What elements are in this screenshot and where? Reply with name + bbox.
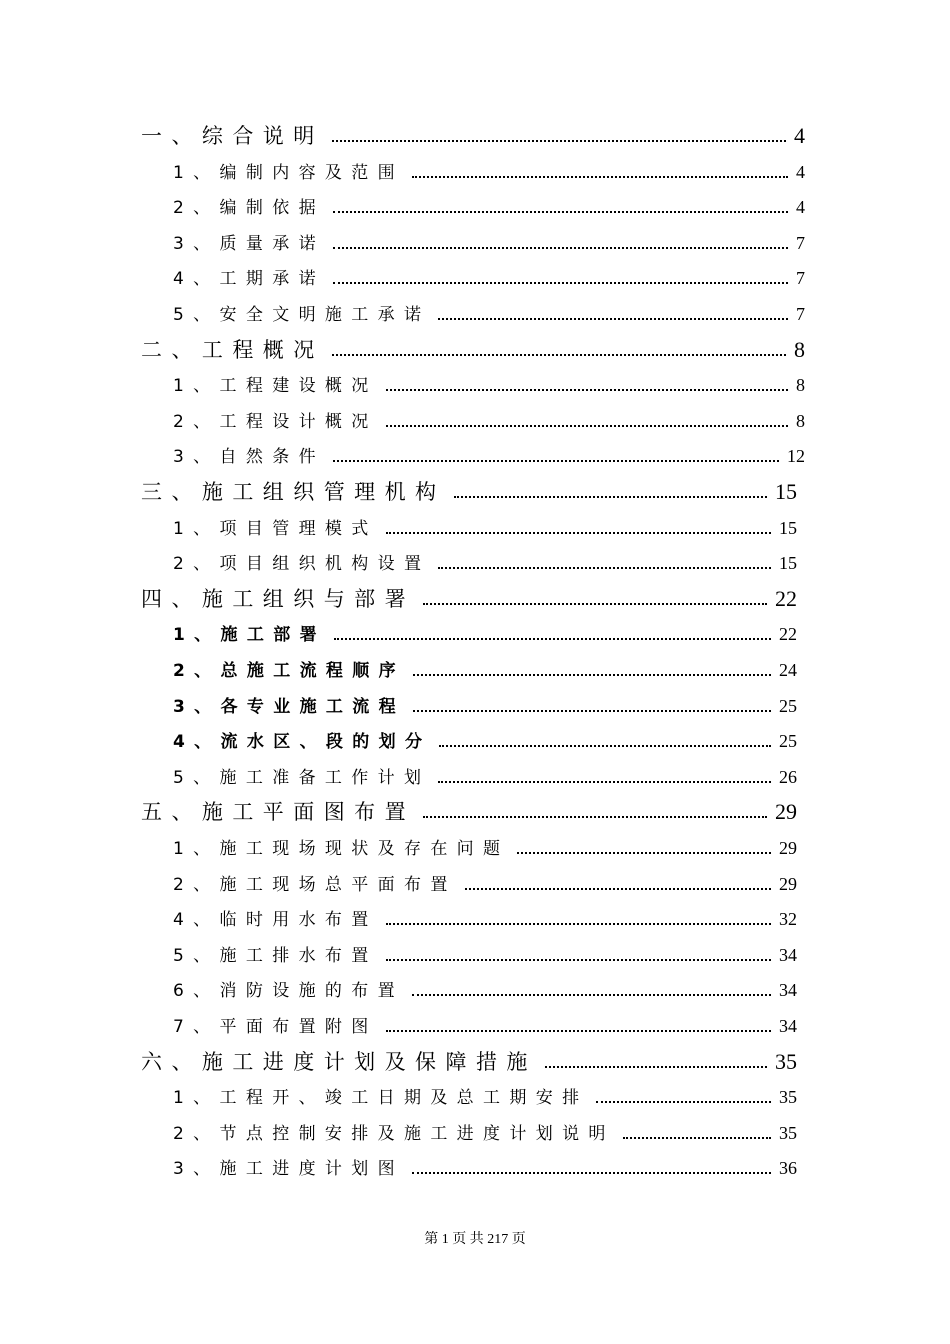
toc-section-row — [173, 1150, 797, 1186]
toc-dot-leader — [333, 459, 779, 462]
toc-dot-leader — [333, 246, 788, 249]
toc-chapter-row — [141, 581, 797, 617]
toc-section-row — [173, 972, 797, 1008]
toc-section-row — [173, 830, 797, 866]
toc-section-row — [173, 652, 797, 688]
toc-section-row — [173, 403, 805, 439]
toc-dot-leader — [465, 887, 771, 890]
toc-section-row — [173, 901, 797, 937]
toc-dot-leader — [545, 1065, 767, 1068]
toc-dot-leader — [332, 139, 786, 142]
toc-chapter-row — [141, 474, 797, 510]
toc-entry-label: 1、项目管理模式 — [173, 518, 378, 539]
toc-dot-leader — [386, 388, 788, 391]
toc-dot-leader — [413, 709, 771, 712]
toc-entry-label: 6、消防设施的布置 — [173, 981, 404, 1002]
toc-entry-label: 1、编制内容及范围 — [173, 162, 404, 183]
toc-entry-label: 7、平面布置附图 — [173, 1017, 378, 1037]
toc-entry-label: 1、工程建设概况 — [173, 376, 378, 397]
toc-dot-leader — [454, 495, 768, 498]
page-footer: 第 1 页 共 217 页 — [424, 1232, 526, 1247]
toc-page-number: 4 — [796, 161, 805, 182]
toc-entry-label: 三、施工组织管理机构 — [141, 480, 446, 504]
toc-dot-leader — [517, 851, 771, 854]
toc-page-number: 4 — [794, 123, 805, 148]
toc-section-row — [173, 1079, 797, 1115]
toc-page-number: 36 — [779, 1158, 797, 1179]
toc-page-number: 7 — [796, 232, 805, 253]
toc-page-number: 25 — [779, 731, 797, 752]
toc-entry-label: 六、施工进度计划及保障措施 — [141, 1049, 537, 1074]
toc-dot-leader — [439, 744, 771, 747]
toc-entry-label: 1、施工部署 — [173, 625, 326, 646]
toc-page-number: 8 — [794, 336, 805, 362]
toc-section-row — [173, 545, 797, 581]
toc-dot-leader — [412, 993, 771, 996]
toc-entry-label: 3、自然条件 — [173, 447, 325, 468]
toc-entry-label: 2、编制依据 — [173, 198, 325, 219]
toc-dot-leader — [386, 958, 771, 961]
toc-entry-label: 4、临时用水布置 — [173, 910, 378, 931]
toc-page-number: 4 — [796, 197, 805, 218]
toc-entry-label: 3、施工进度计划图 — [173, 1159, 404, 1180]
toc-dot-leader — [386, 424, 788, 427]
toc-dot-leader — [438, 317, 788, 320]
toc-page-number: 29 — [779, 838, 797, 858]
toc-section-row — [173, 154, 805, 190]
toc-dot-leader — [386, 1029, 771, 1032]
toc-section-row — [173, 723, 797, 759]
toc-entry-label: 二、工程概况 — [141, 337, 324, 362]
toc-chapter-row — [141, 118, 805, 154]
toc-dot-leader — [423, 815, 767, 818]
toc-page-number: 34 — [779, 980, 797, 1001]
toc-section-row — [173, 260, 805, 296]
toc-chapter-row — [141, 1044, 797, 1080]
toc-section-row — [173, 438, 805, 474]
toc-page-number: 29 — [779, 873, 797, 894]
toc-entry-label: 5、施工准备工作计划 — [173, 767, 431, 788]
toc-dot-leader — [333, 281, 788, 284]
toc-entry-label: 1、工程开、竣工日期及总工期安排 — [173, 1088, 589, 1109]
toc-dot-leader — [423, 602, 767, 605]
toc-section-row — [173, 225, 805, 261]
toc-entry-label: 2、节点控制安排及施工进度计划说明 — [173, 1123, 615, 1144]
toc-section-row — [173, 937, 797, 973]
toc-page-number: 22 — [779, 624, 797, 645]
toc-page-number: 12 — [787, 446, 805, 467]
toc-dot-leader — [386, 922, 771, 925]
toc-page-number: 34 — [779, 1016, 797, 1036]
toc-dot-leader — [412, 175, 788, 178]
toc-dot-leader — [438, 566, 771, 569]
toc-section-row — [173, 296, 805, 332]
toc-page-number: 34 — [779, 944, 797, 965]
toc-page-number: 7 — [796, 268, 805, 289]
toc-entry-label: 2、工程设计概况 — [173, 411, 378, 432]
toc-dot-leader — [438, 780, 771, 783]
toc-page-number: 15 — [775, 479, 797, 504]
toc-page-number: 15 — [779, 553, 797, 574]
toc-page-number: 15 — [779, 517, 797, 538]
toc-entry-label: 3、质量承诺 — [173, 233, 325, 254]
toc-dot-leader — [623, 1136, 771, 1139]
toc-entry-label: 3、各专业施工流程 — [173, 696, 405, 717]
toc-entry-label: 一、综合说明 — [141, 124, 324, 148]
toc-entry-label: 5、施工排水布置 — [173, 945, 378, 966]
toc-dot-leader — [412, 1171, 771, 1174]
toc-entry-label: 1、施工现场现状及存在问题 — [173, 839, 510, 859]
toc-page-number: 24 — [779, 660, 797, 680]
toc-chapter-row — [141, 794, 797, 830]
toc-dot-leader — [386, 531, 771, 534]
toc-page-number: 26 — [779, 766, 797, 787]
toc-page-number: 35 — [779, 1087, 797, 1108]
toc-entry-label: 四、施工组织与部署 — [141, 586, 416, 611]
toc-page-number: 35 — [779, 1122, 797, 1143]
toc-entry-label: 2、总施工流程顺序 — [173, 661, 405, 681]
toc-chapter-row — [141, 332, 805, 368]
toc-dot-leader — [413, 673, 771, 676]
toc-page-number: 35 — [775, 1048, 797, 1074]
toc-page-number: 25 — [779, 695, 797, 716]
toc-dot-leader — [334, 637, 771, 640]
toc-section-row — [173, 688, 797, 724]
toc-section-row — [173, 189, 805, 225]
toc-section-row — [173, 866, 797, 902]
toc-entry-label: 4、流水区、段的划分 — [173, 732, 432, 753]
toc-page-number: 8 — [796, 410, 805, 431]
toc-section-row — [173, 1008, 797, 1044]
toc-page-number: 8 — [796, 375, 805, 396]
toc-page-number: 29 — [775, 799, 797, 825]
toc-section-row — [173, 367, 805, 403]
toc-section-row — [173, 759, 797, 795]
toc-entry-label: 2、施工现场总平面布置 — [173, 874, 457, 895]
toc-dot-leader — [596, 1100, 771, 1103]
toc-dot-leader — [333, 210, 788, 213]
toc-dot-leader — [332, 353, 786, 356]
toc-page-number: 22 — [775, 585, 797, 611]
toc-section-row — [173, 1115, 797, 1151]
toc-page-number: 7 — [796, 304, 805, 324]
toc-entry-label: 2、项目组织机构设置 — [173, 554, 431, 575]
toc-page-number: 32 — [779, 909, 797, 930]
toc-section-row — [173, 510, 797, 546]
toc-entry-label: 4、工期承诺 — [173, 269, 325, 290]
toc-section-row — [173, 616, 797, 652]
toc-entry-label: 5、安全文明施工承诺 — [173, 305, 431, 325]
toc-entry-label: 五、施工平面图布置 — [141, 800, 416, 825]
